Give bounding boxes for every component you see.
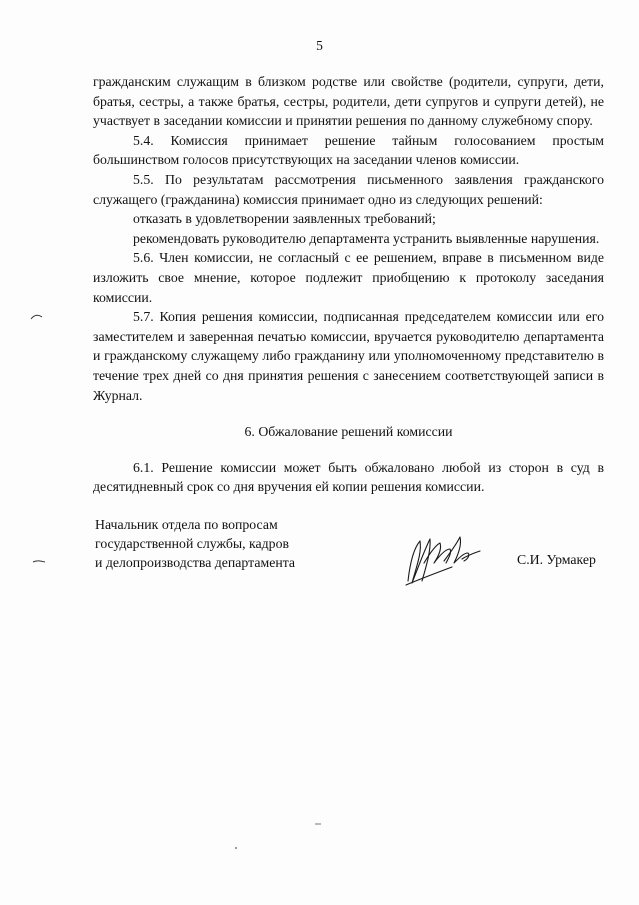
decision-option-refuse: отказать в удовлетворении заявленных требований; xyxy=(133,211,436,227)
position-line: Начальник отдела по вопросам xyxy=(95,517,278,532)
margin-dash-mark xyxy=(32,558,46,566)
paragraph-5-6: 5.6. Член комиссии, не согласный с ее решением, вправе в письменном виде изложить свое мнение, которое подлежит приобщению к протоколу заседания комиссии. xyxy=(93,250,604,305)
position-line: и делопроизводства департамента xyxy=(95,555,296,570)
paragraph-6-1: 6.1. Решение комиссии может быть обжаловано любой из сторон в суд в десятидневный срок со дня вручения ей копии решения комиссии. xyxy=(93,459,604,495)
signatory-name: С.И. Урмакер xyxy=(517,552,596,567)
section-6-heading: 6. Обжалование решений комиссии xyxy=(244,424,453,440)
scan-speck-mark xyxy=(234,846,238,850)
signature-block xyxy=(95,515,615,595)
decision-option-recommend: рекомендовать руководителю департамента устранить выявленные нарушения. xyxy=(133,230,600,246)
margin-scribble-mark xyxy=(30,312,46,322)
handwritten-signature xyxy=(400,523,490,593)
paragraph-continuation: гражданским служащим в близком родстве или свойстве (родители, супруги, дети, братья, сестры, а также братья, сестры, родители, дети супругов и супруги детей), не участвует в заседании комиссии и принятии решения по данному служебному спору. xyxy=(93,74,604,129)
position-line: государственной службы, кадров xyxy=(95,536,289,551)
paragraph-5-5: 5.5. По результатам рассмотрения письменного заявления гражданского служащего (гражданина) комиссия принимает одно из следующих решений: xyxy=(93,171,604,207)
signatory-position xyxy=(95,515,355,572)
paragraph-5-4: 5.4. Комиссия принимает решение тайным голосованием простым большинством голосов присутствующих на заседании членов комиссии. xyxy=(93,132,604,168)
document-body xyxy=(93,72,604,497)
paragraph-5-7: 5.7. Копия решения комиссии, подписанная председателем комиссии или его заместителем и заверенная печатью комиссии, вручается руководителю департамента и гражданскому служащему либо гражданину или уполномоченному представителю в течение трех дней со дня принятия решения с занесением соответствующей записи в Журнал. xyxy=(93,309,604,403)
scan-speck-mark xyxy=(314,822,322,826)
page-number: 5 xyxy=(316,38,323,53)
